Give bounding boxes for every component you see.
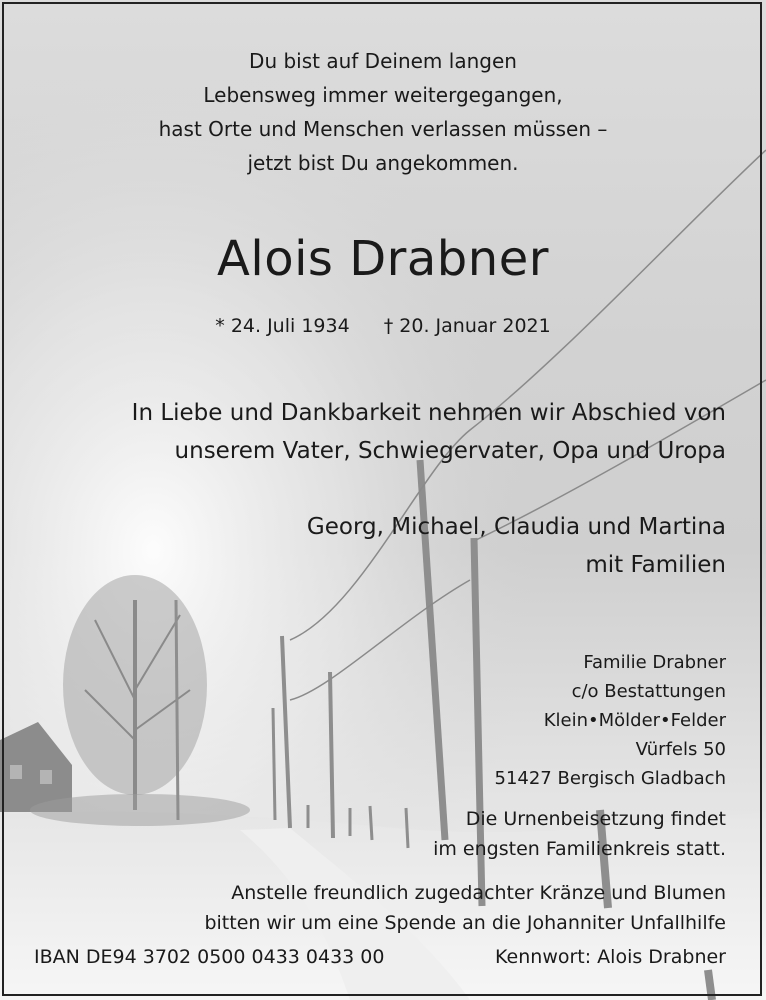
address-line: c/o Bestattungen	[571, 681, 726, 702]
burial-line: Die Urnenbeisetzung findet	[465, 808, 726, 830]
burial-line: im engsten Familienkreis statt.	[433, 838, 726, 860]
death-date: † 20. Januar 2021	[383, 315, 551, 337]
reference-keyword: Kennwort: Alois Drabner	[495, 946, 726, 968]
address-line: Familie Drabner	[583, 652, 726, 673]
life-dates	[0, 312, 766, 340]
donation-line: Anstelle freundlich zugedachter Kränze und Blumen	[231, 882, 726, 904]
farewell-line: unserem Vater, Schwiegervater, Opa und Uropa	[174, 438, 726, 464]
address-line: Vürfels 50	[635, 739, 726, 760]
contact-address	[495, 648, 727, 793]
burial-notice	[433, 804, 726, 864]
address-line: Klein•Mölder•Felder	[543, 710, 726, 731]
mourners	[307, 508, 726, 584]
poem-line: Du bist auf Deinem langen	[249, 49, 517, 73]
mourners-line: mit Familien	[585, 552, 726, 578]
mourners-line: Georg, Michael, Claudia und Martina	[306, 514, 726, 540]
poem-line: jetzt bist Du angekommen.	[247, 151, 519, 175]
deceased-name: Alois Drabner	[217, 231, 549, 287]
farewell-line: In Liebe und Dankbarkeit nehmen wir Abschied von	[131, 400, 726, 426]
donation-line: bitten wir um eine Spende an die Johanniter Unfallhilfe	[204, 912, 726, 934]
farewell-statement	[132, 394, 726, 470]
address-line: 51427 Bergisch Gladbach	[494, 768, 726, 789]
memorial-poem	[0, 44, 766, 180]
iban-text: IBAN DE94 3702 0500 0433 0433 00	[34, 946, 385, 968]
poem-line: hast Orte und Menschen verlassen müssen –	[158, 117, 608, 141]
birth-date: * 24. Juli 1934	[215, 315, 350, 337]
donation-request	[204, 878, 726, 938]
poem-line: Lebensweg immer weitergegangen,	[203, 83, 563, 107]
